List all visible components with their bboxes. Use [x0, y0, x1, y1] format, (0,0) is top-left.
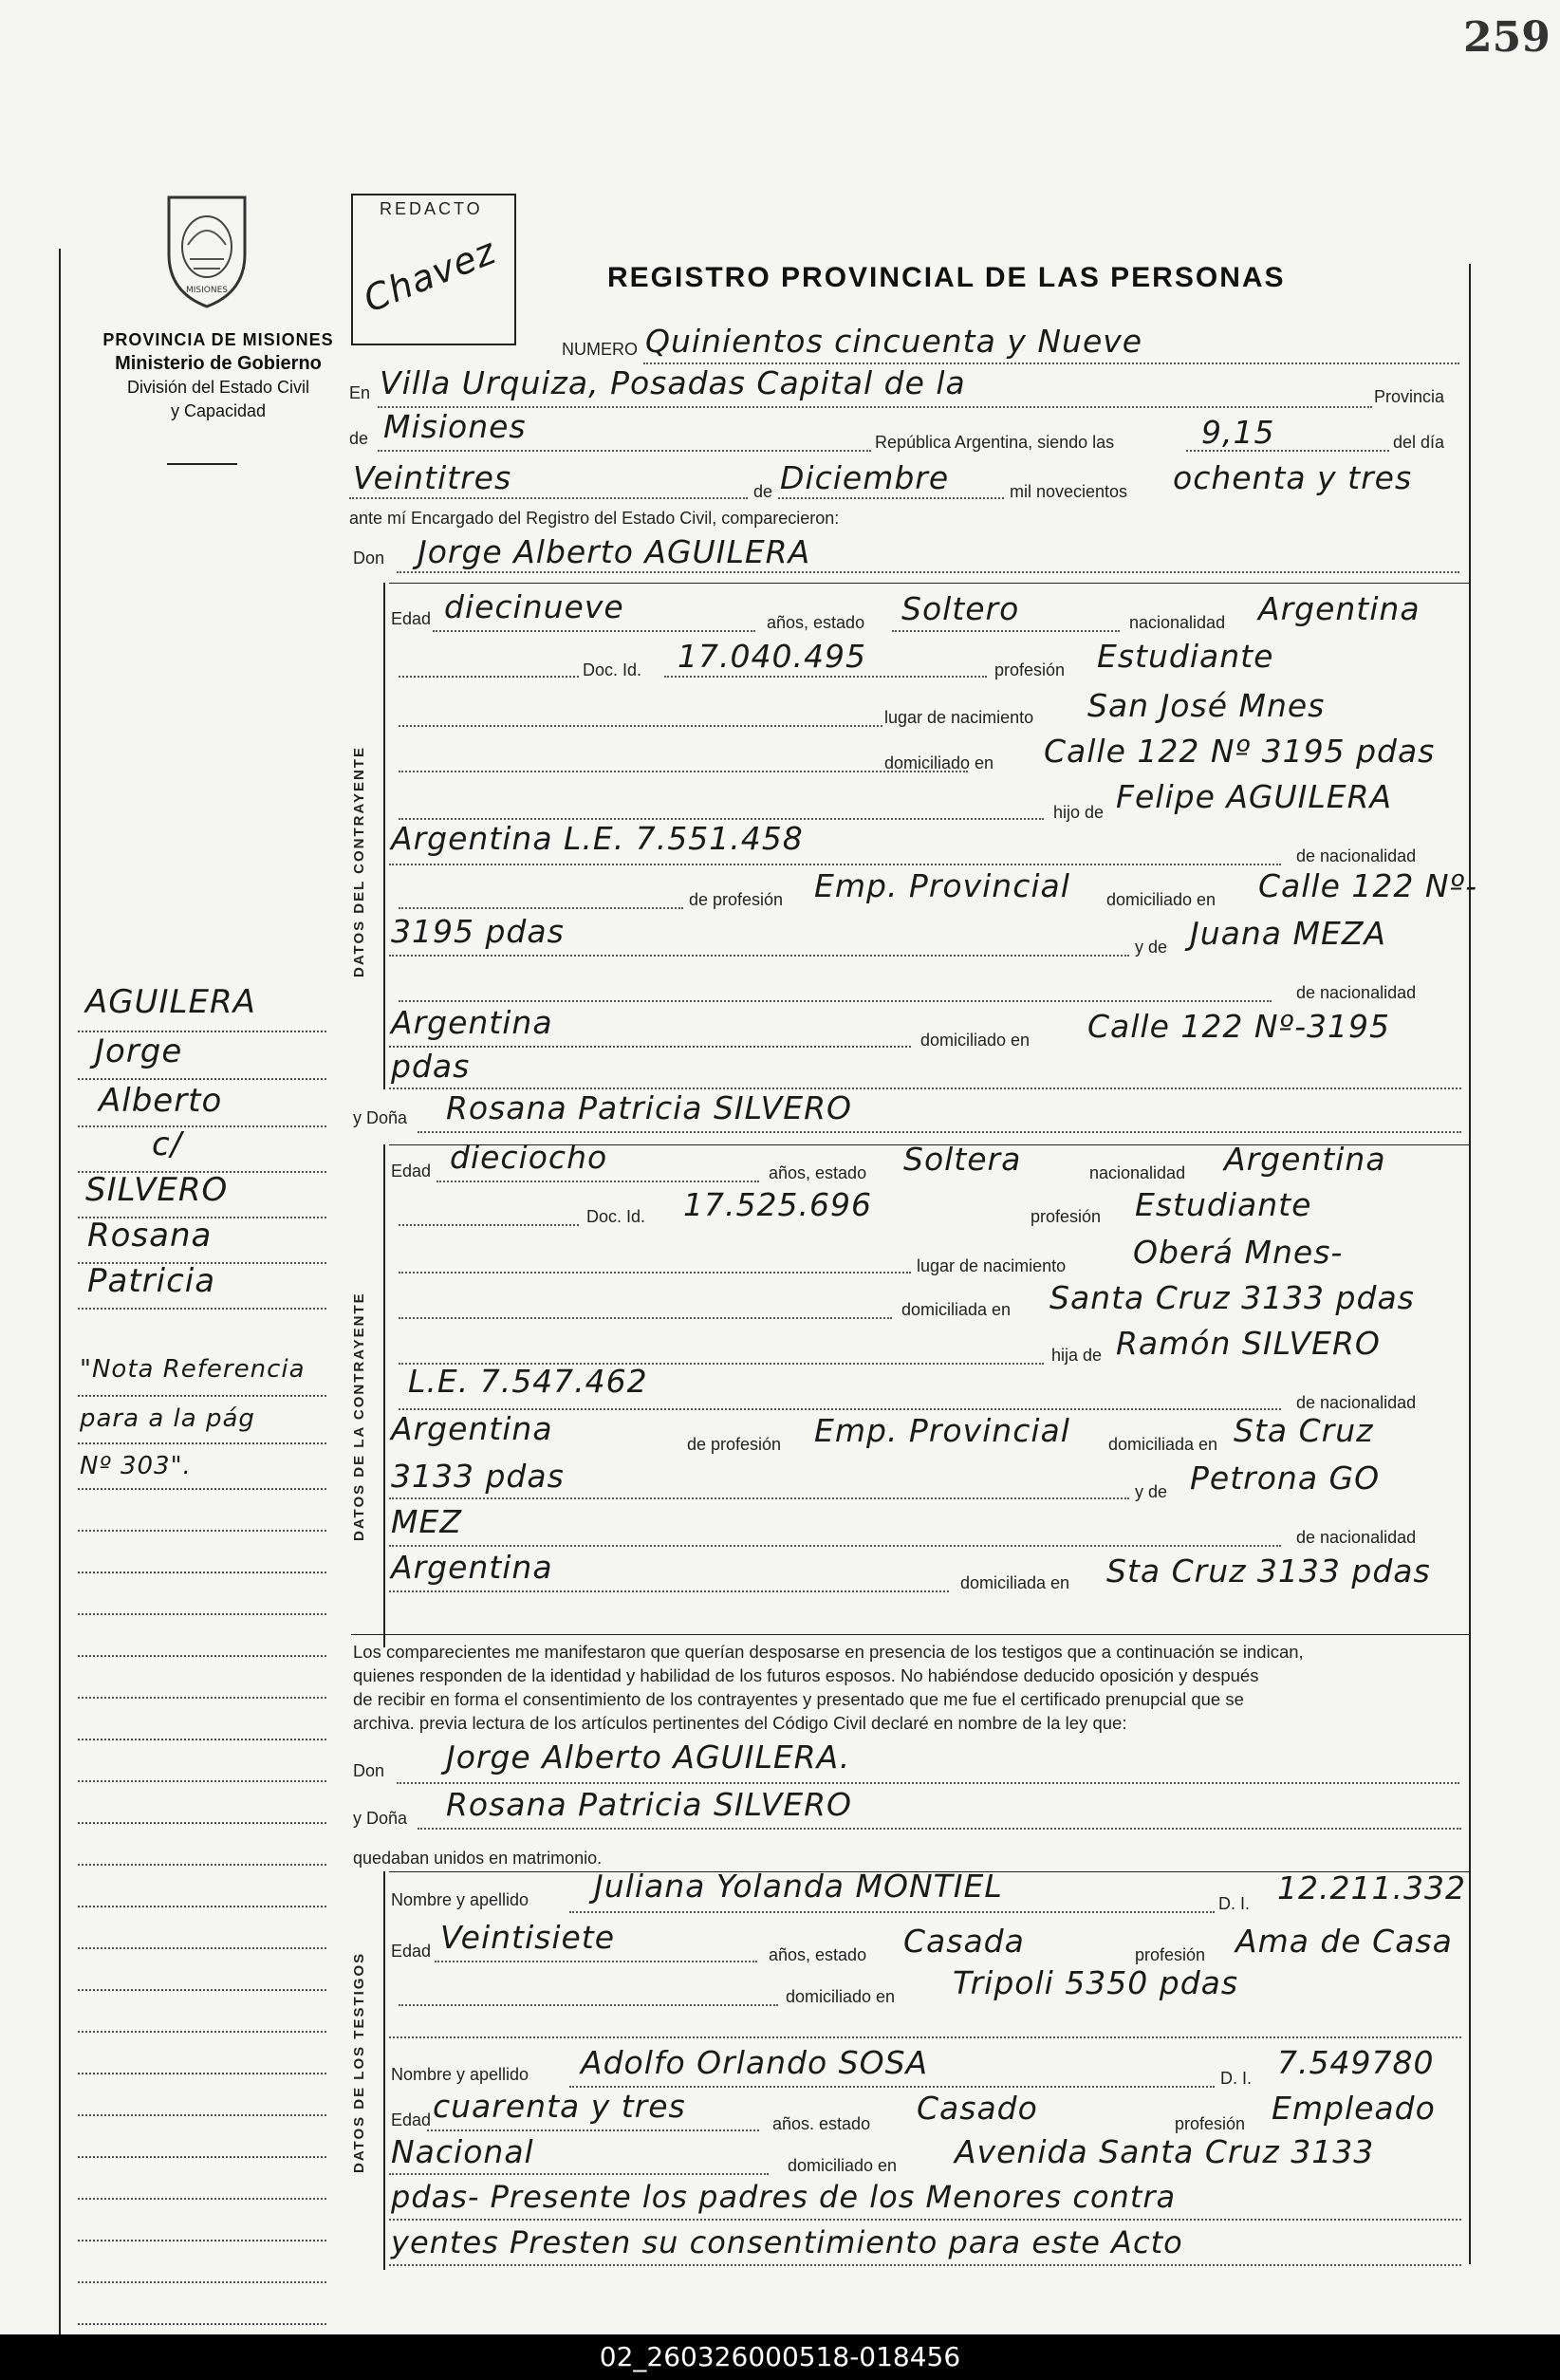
t2-nombre-label: Nombre y apellido	[391, 2065, 529, 2084]
decl-don-label: Don	[353, 1761, 385, 1780]
margin-nombre-3: Rosana	[87, 1217, 213, 1255]
t2-prof-value: Empleado	[1272, 2090, 1436, 2127]
edad-value: diecinueve	[444, 588, 624, 625]
domicilio-value: Calle 122 Nº 3195 pdas	[1044, 733, 1436, 770]
doc2-label: Doc. Id.	[586, 1207, 646, 1226]
margin-apellido-2: SILVERO	[85, 1171, 229, 1209]
margin-nombre-4: Patricia	[87, 1262, 216, 1300]
ministry-label: Ministerio de Gobierno	[115, 353, 322, 374]
doc-value: 17.040.495	[678, 638, 866, 675]
margin-nombre-2: Alberto	[99, 1082, 223, 1120]
t2-estado-label: años. estado	[772, 2114, 871, 2133]
padre2-dom-value: Sta Cruz	[1234, 1412, 1374, 1449]
mil-label: mil novecientos	[1010, 482, 1128, 501]
decl-don-value: Jorge Alberto AGUILERA.	[446, 1739, 851, 1776]
lugar-nac2-label: lugar de nacimiento	[917, 1256, 1067, 1275]
lugar-nac-label: lugar de nacimiento	[884, 708, 1034, 727]
y-de-label: y de	[1135, 938, 1168, 957]
dona-label: y Doña	[353, 1108, 408, 1127]
padre-prof-value: Emp. Provincial	[814, 867, 1070, 904]
division-label: División del Estado Civil	[126, 378, 310, 397]
padre-dom-label: domiciliado en	[1106, 890, 1216, 909]
margin-conector: c/	[152, 1125, 183, 1163]
nacionalidad2-label: nacionalidad	[1089, 1163, 1186, 1182]
madre-dom-value-2: pdas	[391, 1048, 471, 1085]
padre-dom-value-2: 3195 pdas	[391, 913, 565, 950]
estado-label: años, estado	[767, 613, 865, 632]
padre-dom-value: Calle 122 Nº-	[1258, 867, 1478, 904]
t1-di-value: 12.211.332	[1277, 1869, 1466, 1906]
madre2-dom-label: domiciliada en	[960, 1573, 1070, 1592]
margin-line	[59, 249, 61, 2334]
section-testigos: DATOS DE LOS TESTIGOS	[351, 1951, 367, 2173]
t2-edad-value: cuarenta y tres	[433, 2088, 686, 2125]
t1-estado-value: Casada	[903, 1923, 1025, 1960]
t1-nombre-value: Juliana Yolanda MONTIEL	[594, 1868, 1003, 1905]
republica-label: República Argentina, siendo las	[875, 433, 1115, 452]
document-title: REGISTRO PROVINCIAL DE LAS PERSONAS	[607, 262, 1286, 293]
dia-value: Veintitres	[353, 459, 512, 496]
section-contrayente: DATOS DEL CONTRAYENTE	[351, 746, 367, 977]
decl-dona-label: y Doña	[353, 1809, 408, 1828]
anio-value: ochenta y tres	[1173, 459, 1413, 496]
numero-value: Quinientos cincuenta y Nueve	[645, 323, 1143, 360]
don-label: Don	[353, 549, 385, 567]
contrayente-nombre: Jorge Alberto AGUILERA	[418, 533, 811, 570]
madre-nac-label: de nacionalidad	[1296, 983, 1417, 1002]
del-dia-label: del día	[1393, 433, 1445, 452]
redacto-signature: Chavez	[358, 230, 502, 321]
hija-label: hija de	[1051, 1346, 1103, 1365]
y-de2-label: y de	[1135, 1482, 1168, 1501]
contrayente2-nombre: Rosana Patricia SILVERO	[446, 1089, 852, 1126]
province-label: PROVINCIA DE MISIONES	[102, 330, 334, 349]
madre2-value: Petrona GO	[1190, 1460, 1381, 1497]
t1-dom-label: domiciliado en	[786, 1987, 896, 2006]
profesion-label: profesión	[994, 660, 1066, 679]
t2-di-label: D. I.	[1220, 2069, 1253, 2088]
padre-value: Felipe AGUILERA	[1116, 778, 1393, 815]
madre-value: Juana MEZA	[1190, 915, 1387, 952]
madre-nac-value: Argentina	[391, 1004, 553, 1041]
margin-nota-3: Nº 303".	[80, 1452, 192, 1480]
t2-prof-value-2: Nacional	[391, 2133, 534, 2170]
profesion2-label: profesión	[1031, 1207, 1102, 1226]
scan-id-footer: 02_260326000518-018456	[0, 2334, 1560, 2380]
padre2-dom-label: domiciliada en	[1108, 1435, 1218, 1454]
nacionalidad-value: Argentina	[1258, 590, 1421, 627]
capacity-label: y Capacidad	[170, 401, 267, 420]
margin-nota-1: "Nota Referencia	[80, 1355, 306, 1384]
t1-dom-value: Tripoli 5350 pdas	[953, 1964, 1239, 2001]
madre2-value-2: MEZ	[391, 1503, 462, 1540]
t1-prof-value: Ama de Casa	[1235, 1923, 1453, 1960]
de-nacionalidad2-label: de nacionalidad	[1296, 1393, 1417, 1412]
decl-dona-value: Rosana Patricia SILVERO	[446, 1786, 852, 1823]
madre2-dom-value: Sta Cruz 3133 pdas	[1106, 1553, 1431, 1590]
svg-text:MISIONES: MISIONES	[185, 286, 229, 295]
padre2-nac-value: Argentina	[391, 1410, 553, 1447]
madre2-nac-label: de nacionalidad	[1296, 1528, 1417, 1547]
padre2-prof-value: Emp. Provincial	[814, 1412, 1070, 1449]
t2-dom-value: Avenida Santa Cruz 3133	[955, 2133, 1375, 2170]
lugar-value: Villa Urquiza, Posadas Capital de la	[380, 364, 966, 401]
margin-apellido: AGUILERA	[85, 983, 256, 1021]
padre2-dom-value-2: 3133 pdas	[391, 1458, 565, 1495]
estado2-label: años, estado	[769, 1163, 867, 1182]
observaciones-line-1: pdas- Presente los padres de los Menores contra	[391, 2179, 1177, 2215]
domicilio-label: domiciliado en	[884, 753, 994, 772]
redacto-label: REDACTO	[380, 199, 483, 218]
domicilio2-label: domiciliada en	[901, 1300, 1012, 1319]
domicilio2-value: Santa Cruz 3133 pdas	[1049, 1279, 1415, 1316]
declaracion-line-2: quienes responden de la identidad y habilidad de los futuros esposos. No habiéndose deducido oposición y después	[353, 1665, 1259, 1685]
observaciones-line-2: yentes Presten su consentimiento para este Acto	[391, 2224, 1183, 2260]
quedaban-text: quedaban unidos en matrimonio.	[353, 1849, 603, 1868]
madre-dom-label: domiciliado en	[920, 1031, 1031, 1050]
edad2-value: dieciocho	[450, 1139, 608, 1176]
padre-prof-label: de profesión	[689, 890, 784, 909]
numero-label: NUMERO	[562, 340, 638, 359]
hijo-label: hijo de	[1053, 803, 1105, 822]
estado-value: Soltero	[901, 590, 1020, 627]
section-contrayente-2: DATOS DE LA CONTRAYENTE	[351, 1292, 367, 1541]
margin-nombre-1: Jorge	[95, 1032, 183, 1070]
declaracion-line-3: de recibir en forma el consentimiento de los contrayentes y presentado que me fue el certificado prenupcial que se	[353, 1689, 1244, 1709]
provincia-value: Misiones	[383, 408, 527, 445]
t1-nombre-label: Nombre y apellido	[391, 1890, 529, 1909]
en-label: En	[349, 383, 371, 402]
mes-value: Diciembre	[780, 459, 950, 496]
edad2-label: Edad	[391, 1162, 432, 1181]
encargado-text: ante mí Encargado del Registro del Estado Civil, comparecieron:	[349, 509, 840, 528]
t2-nombre-value: Adolfo Orlando SOSA	[581, 2044, 929, 2081]
padre2-doc: L.E. 7.547.462	[408, 1363, 648, 1400]
hora-value: 9,15	[1201, 414, 1275, 451]
estado2-value: Soltera	[903, 1141, 1022, 1178]
provincia-label: Provincia	[1374, 387, 1445, 406]
padre-doc: Argentina L.E. 7.551.458	[391, 820, 804, 857]
declaracion-line-1: Los comparecientes me manifestaron que querían desposarse en presencia de los testigos que a continuación se indican,	[353, 1642, 1304, 1662]
t1-estado-label: años, estado	[769, 1945, 867, 1964]
margin-nota-2: para a la pág	[80, 1404, 255, 1433]
t2-di-value: 7.549780	[1277, 2044, 1435, 2081]
padre2-value: Ramón SILVERO	[1116, 1325, 1381, 1362]
page-number: 259	[1463, 13, 1551, 62]
t2-dom-label: domiciliado en	[788, 2156, 898, 2175]
t2-prof-label: profesión	[1175, 2114, 1246, 2133]
t1-edad-label: Edad	[391, 1942, 432, 1961]
de-nacionalidad-label: de nacionalidad	[1296, 846, 1417, 865]
madre2-nac-value: Argentina	[391, 1549, 553, 1586]
province-seal-icon	[150, 188, 264, 311]
de-mes-label: de	[753, 482, 773, 501]
doc-label: Doc. Id.	[583, 660, 642, 679]
nacionalidad-label: nacionalidad	[1129, 613, 1226, 632]
t1-edad-value: Veintisiete	[440, 1919, 616, 1956]
madre-dom-value: Calle 122 Nº-3195	[1087, 1008, 1390, 1045]
t1-di-label: D. I.	[1218, 1894, 1251, 1913]
lugar-nac2-value: Oberá Mnes-	[1133, 1234, 1344, 1271]
padre2-prof-label: de profesión	[687, 1435, 782, 1454]
profesion-value: Estudiante	[1097, 638, 1274, 675]
declaracion-line-4: archiva. previa lectura de los artículos pertinentes del Código Civil declaré en nombre de la ley que:	[353, 1713, 1127, 1733]
de-label: de	[349, 429, 369, 448]
t2-edad-label: Edad	[391, 2110, 432, 2129]
edad-label: Edad	[391, 609, 432, 628]
doc2-value: 17.525.696	[683, 1186, 872, 1223]
profesion2-value: Estudiante	[1135, 1186, 1312, 1223]
nacionalidad2-value: Argentina	[1224, 1141, 1386, 1178]
t1-prof-label: profesión	[1135, 1945, 1206, 1964]
t2-estado-value: Casado	[917, 2090, 1038, 2127]
lugar-nac-value: San José Mnes	[1087, 687, 1326, 724]
